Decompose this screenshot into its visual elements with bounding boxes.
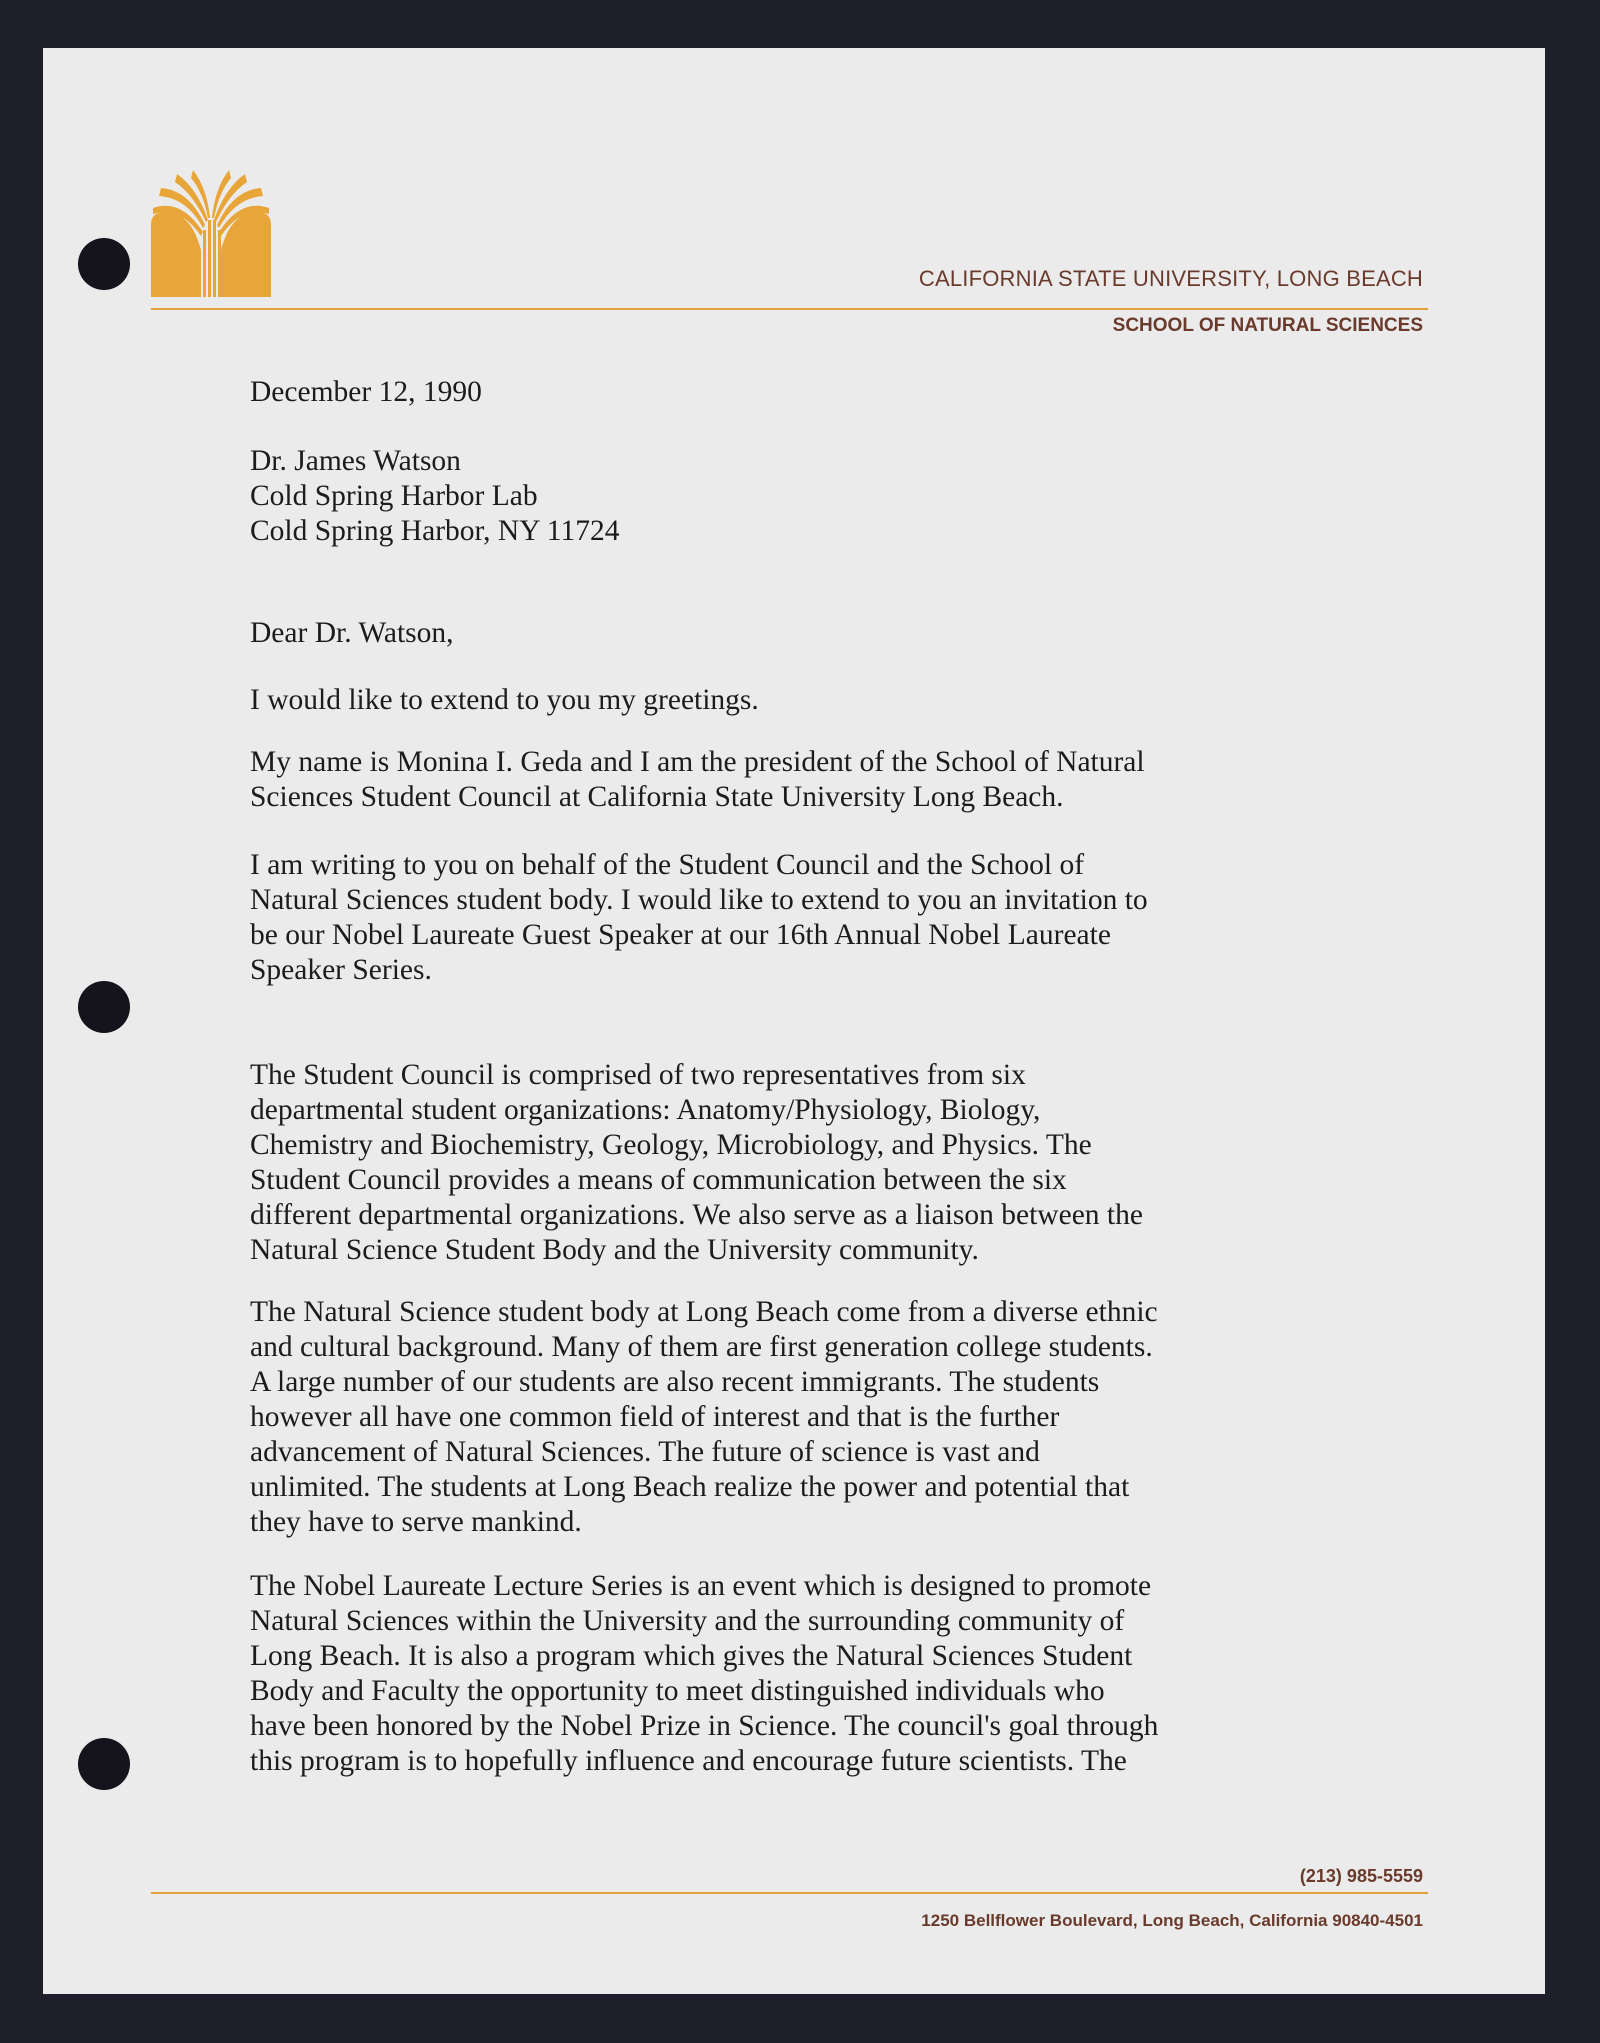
university-name: CALIFORNIA STATE UNIVERSITY, LONG BEACH xyxy=(918,266,1423,291)
salutation: Dear Dr. Watson, xyxy=(250,617,454,649)
school-name: SCHOOL OF NATURAL SCIENCES xyxy=(1112,315,1423,336)
paragraph-student-council: The Student Council is comprised of two representatives from six departmental student organizations: Anatomy/Physiology, Biology, Chemistry and Biochemistry, Geology, Microbiology, and Physics. The Student Council provides a means of communication between the six different departmental organizations. We also serve as a liaison between the Natural Science Student Body and the University community. xyxy=(250,1059,1143,1266)
punch-hole xyxy=(78,238,130,290)
university-logo xyxy=(151,170,271,297)
recipient-address: Dr. James Watson Cold Spring Harbor Lab Cold Spring Harbor, NY 11724 xyxy=(250,445,620,547)
paragraph-invitation: I am writing to you on behalf of the Student Council and the School of Natural Sciences student body. I would like to extend to you an invitation to be our Nobel Laureate Guest Speaker at our 16th Annual Nobel Laureate Speaker Series. xyxy=(250,849,1148,986)
paragraph-student-body: The Natural Science student body at Long Beach come from a diverse ethnic and cultural background. Many of them are first generation college students. A large number of our students are also recent immigrants. The students however all have one common field of interest and that is the further advancement of Natural Sciences. The future of science is vast and unlimited. The students at Long Beach realize the power and potential that they have to serve mankind. xyxy=(250,1296,1158,1538)
punch-hole xyxy=(78,981,130,1033)
paragraph-introduction: My name is Monina I. Geda and I am the president of the School of Natural Sciences Student Council at California State University Long Beach. xyxy=(250,746,1145,813)
letter-date: December 12, 1990 xyxy=(250,376,482,408)
paragraph-lecture-series: The Nobel Laureate Lecture Series is an event which is designed to promote Natural Sciences within the University and the surrounding community of Long Beach. It is also a program which gives the Natural Sciences Student Body and Faculty the opportunity to meet distinguished individuals who have been honored by the Nobel Prize in Science. The council's goal through this program is to hopefully influence and encourage future scientists. The xyxy=(250,1570,1159,1777)
footer-divider xyxy=(151,1892,1428,1894)
punch-hole xyxy=(78,1738,130,1790)
postal-address: 1250 Bellflower Boulevard, Long Beach, California 90840-4501 xyxy=(921,1911,1423,1930)
header-divider xyxy=(151,308,1428,310)
phone-number: (213) 985-5559 xyxy=(1299,1866,1423,1886)
paragraph-greeting: I would like to extend to you my greetings. xyxy=(250,684,759,716)
